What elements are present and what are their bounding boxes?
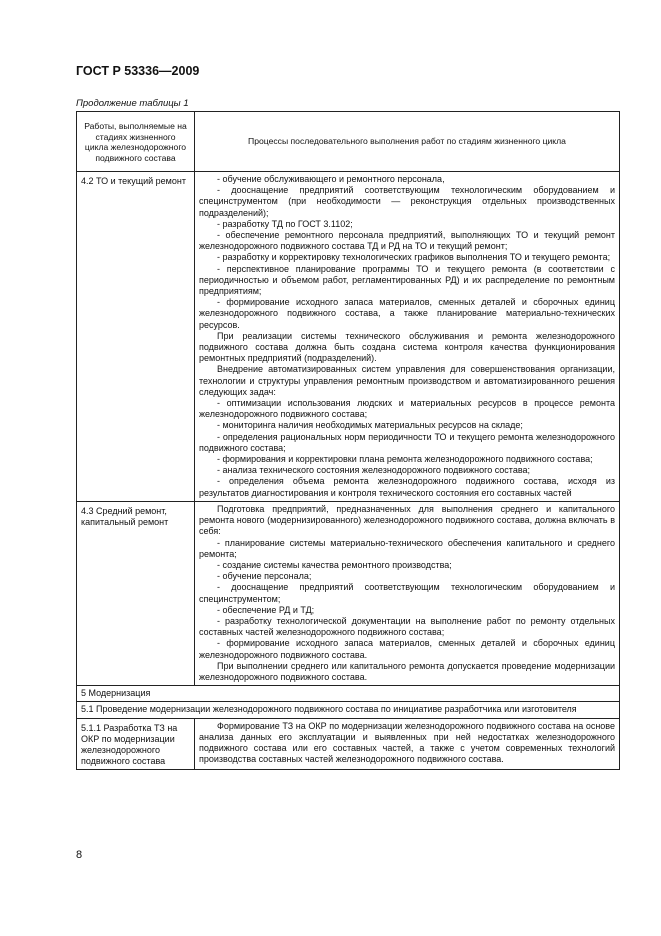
process-line: - дооснащение предприятий соответствующим технологическим оборудованием и специнструментом (при необходимости — реконструкция отдельных производственных подразделений); [199, 185, 615, 218]
table-row [77, 718, 620, 770]
process-line: - обеспечение РД и ТД; [217, 604, 315, 615]
process-line: - обучение обслуживающего и ремонтного персонала, [217, 174, 445, 184]
process-line: Формирование ТЗ на ОКР по модернизации железнодорожного подвижного состава на основе анализа данных его эксплуатации и выявленных при ней недостатках железнодорожного подвижного состава или его составных частей, а также с учетом современных технологий производства составных частей железнодорожного подвижного состава. [199, 720, 615, 765]
process-cell [195, 718, 620, 770]
process-line: - анализа технического состояния железнодорожного подвижного состава; [217, 465, 531, 476]
stage-cell: 4.2 ТО и текущий ремонт [77, 172, 195, 502]
process-line: - формирование исходного запаса материалов, сменных деталей и сборочных единиц железнодорожного подвижного состава, а также планирование материально-технических ресурсов. [199, 297, 615, 330]
process-line: - формирования и корректировки плана ремонта железнодорожного подвижного состава; [217, 454, 593, 465]
process-line: - мониторинга наличия необходимых материальных ресурсов на складе; [217, 420, 523, 431]
process-line: - формирование исходного запаса материалов, сменных деталей и сборочных единиц железнодорожного подвижного состава. [199, 638, 615, 660]
stage-cell: 4.3 Средний ремонт, капитальный ремонт [77, 501, 195, 685]
process-line: - определения объема ремонта железнодорожного подвижного состава, исходя из результатов диагностирования и контроля технического состояния его составных частей [199, 476, 615, 498]
table-row [77, 172, 620, 502]
process-line: - определения рациональных норм периодичности ТО и текущего ремонта железнодорожного подвижного состава; [199, 431, 615, 453]
table-row [77, 702, 620, 718]
column-header-works: Работы, выполняемые на стадиях жизненного цикла железнодорожного подвижного состава [77, 112, 195, 172]
process-cell [195, 501, 620, 685]
stage-cell: 5.1.1 Разработка ТЗ на ОКР по модернизации железнодорожного подвижного состава [77, 718, 195, 770]
process-line: Подготовка предприятий, предназначенных для выполнения среднего и капитального ремонта нового (модернизированного) железнодорожного подвижного состава, должна включать в себя: [199, 503, 615, 537]
process-line: При реализации системы технического обслуживания и ремонта железнодорожного подвижного состава должна быть создана система контроля качества функционирования ремонтных предприятий (подразделений). [199, 330, 615, 364]
table-caption: Продолжение таблицы 1 [76, 98, 189, 109]
process-line: - оптимизации использования людских и материальных ресурсов в процессе ремонта железнодорожного подвижного состава; [199, 398, 615, 420]
process-line: - обеспечение ремонтного персонала предприятий, выполняющих ТО и текущий ремонт железнодорожного подвижного состава ТД и РД на ТО и текущий ремонт; [199, 230, 615, 252]
table-row [77, 686, 620, 702]
process-line: - создание системы качества ремонтного производства; [217, 559, 452, 570]
table-row [77, 501, 620, 685]
process-line: - разработку ТД по ГОСТ 3.1102; [217, 218, 353, 229]
process-cell [195, 172, 620, 502]
process-line: - разработку технологической документации на выполнение работ по ремонту отдельных составных частей железнодорожного подвижного состава; [199, 615, 615, 638]
process-line: - дооснащение предприятий соответствующим технологическим оборудованием и специнструментом; [199, 582, 615, 604]
process-line: При выполнении среднего или капитального ремонта допускается проведение модернизации железнодорожного подвижного состава. [199, 660, 615, 682]
process-line: - разработку и корректировку технологических графиков выполнения ТО и текущего ремонта; [217, 252, 611, 263]
subsection-heading-cell: 5.1 Проведение модернизации железнодорожного подвижного состава по инициативе разработчика или изготовителя [77, 702, 620, 718]
document-id: ГОСТ Р 53336—2009 [76, 64, 200, 78]
page-number: 8 [76, 849, 83, 861]
lifecycle-table [76, 111, 620, 770]
process-line: - перспективное планирование программы ТО и текущего ремонта (в соответствии с периодичностью и объемом работ, регламентированных РД) и их распределение по ремонтным предприятиям; [199, 263, 615, 297]
column-header-processes: Процессы последовательного выполнения работ по стадиям жизненного цикла [195, 112, 620, 172]
section-heading-cell: 5 Модернизация [77, 686, 620, 702]
table-header-row [77, 112, 620, 172]
process-line: Внедрение автоматизированных систем управления для совершенствования организации, технологии и структуры управления ремонтным производством и автоматизированного решения следующих задач: [199, 364, 615, 397]
process-line: - планирование системы материально-технического обеспечения капитального и среднего ремонта; [199, 537, 615, 559]
process-line: - обучение персонала; [217, 571, 312, 582]
